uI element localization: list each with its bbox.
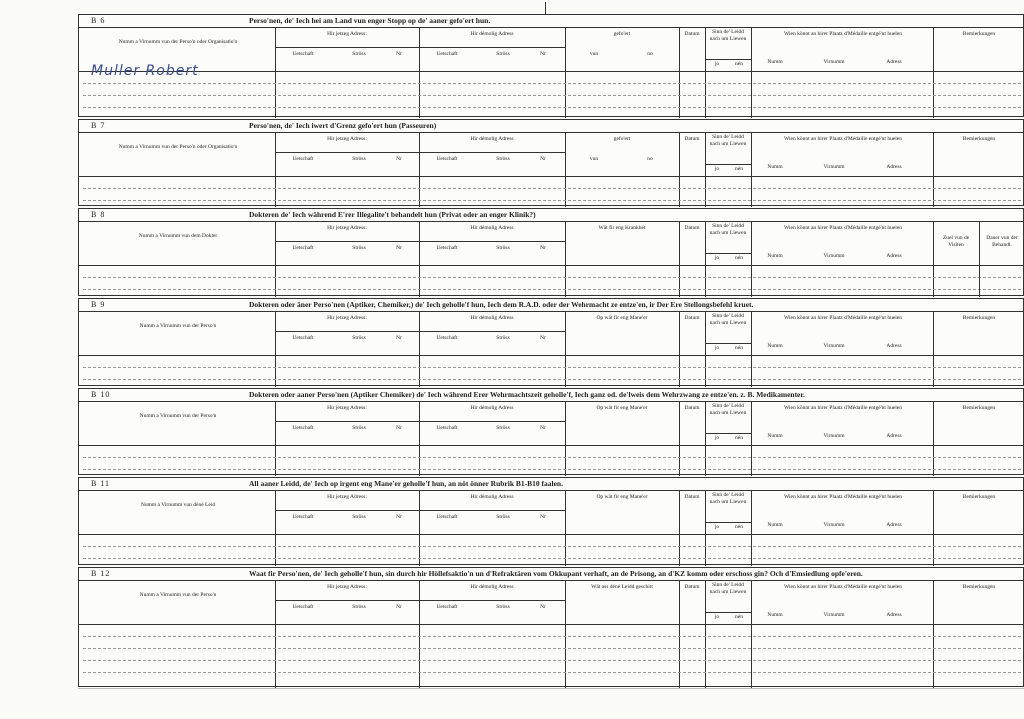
medal-virnumm: Virnumm (823, 433, 845, 439)
nen-label: nén (735, 435, 743, 441)
medal-virnumm: Virnumm (823, 59, 845, 65)
current-stross: Ströss (352, 51, 366, 57)
no-label: no (647, 51, 653, 57)
section-title: Dokteren oder äner Perso'nen (Aptiker, Chemiker,) de' Iech geholle'f hun, Iech dem R.A.D. oder der Wehrmacht ze entze'en, ir Der Ere Stellongsbefehl kruet. (249, 300, 754, 309)
column-divider (565, 132, 566, 207)
medal-header: Wien könnt an hirer Plaatz d'Médaille entgé'nt huelen (784, 584, 902, 590)
section-b8 (78, 208, 1024, 296)
current-address-header: Hir jetzeg Adress: (327, 315, 367, 321)
former-uetschaft: Uetschaft (436, 425, 458, 431)
column-divider (705, 311, 706, 387)
datum-header: Datum (684, 225, 700, 231)
medal-virnumm: Virnumm (823, 164, 845, 170)
third-column-header: Op wät fir eng Mane'er (596, 405, 648, 411)
former-stross: Ströss (496, 604, 510, 610)
former-nr: Nr (540, 245, 546, 251)
current-address-header: Hir jetzeg Adress: (327, 405, 367, 411)
alive-header: Sinn de' Leidd nach um Liewen (709, 134, 747, 147)
column-divider (705, 132, 706, 207)
entry-line (83, 636, 1021, 637)
nen-label: nén (735, 524, 743, 530)
current-uetschaft: Uetschaft (292, 425, 314, 431)
medal-virnumm: Virnumm (823, 343, 845, 349)
former-stross: Ströss (496, 514, 510, 520)
current-uetschaft: Uetschaft (292, 604, 314, 610)
column-divider (419, 490, 420, 566)
section-b7 (78, 119, 1024, 206)
medal-header: Wien könnt an hirer Plaatz d'Médaille entgé'nt huelen (784, 494, 902, 500)
former-stross: Ströss (496, 335, 510, 341)
section-header (79, 478, 1023, 491)
section-code: B 6 (91, 16, 106, 25)
alive-header: Sinn de' Leidd nach um Liewen (709, 582, 747, 595)
column-divider (705, 221, 706, 297)
visits-header: Zuel vun de Visiten (942, 235, 970, 248)
column-divider (419, 27, 420, 118)
current-nr: Nr (396, 156, 402, 162)
nen-label: nén (735, 255, 743, 261)
section-code: B 7 (91, 121, 106, 130)
datum-header: Datum (684, 405, 700, 411)
third-column-header: Wät fir eng Krankhét (598, 225, 646, 231)
column-divider (565, 221, 566, 297)
section-header (79, 120, 1023, 133)
column-divider (751, 401, 752, 476)
row-divider (275, 510, 565, 511)
column-divider (751, 311, 752, 387)
current-stross: Ströss (352, 604, 366, 610)
remarks-header: Bemierkungen (962, 494, 996, 500)
bottom-rule (78, 688, 1024, 689)
section-code: B 9 (91, 300, 106, 309)
current-stross: Ströss (352, 245, 366, 251)
medal-adress: Adress (886, 59, 902, 65)
entry-line (83, 289, 1021, 290)
row-divider (275, 47, 565, 48)
row-divider (705, 253, 751, 254)
column-divider (751, 132, 752, 207)
section-code: B 11 (91, 479, 111, 488)
jo-label: jo (714, 255, 720, 261)
jo-label: jo (714, 345, 720, 351)
column-divider (275, 27, 276, 118)
row-divider (275, 331, 565, 332)
former-uetschaft: Uetschaft (436, 335, 458, 341)
former-stross: Ströss (496, 425, 510, 431)
column-divider (679, 311, 680, 387)
row-divider (705, 343, 751, 344)
column-divider (979, 221, 980, 297)
entry-line (83, 660, 1021, 661)
column-divider (565, 490, 566, 566)
former-nr: Nr (540, 335, 546, 341)
third-column-header: gefo'ert (613, 136, 631, 142)
handwritten-entry: Muller Robert (91, 63, 199, 79)
section-title: Perso'nen, de' Iech iwert d'Grenz gefo'ert hun (Passeuren) (249, 121, 437, 130)
current-nr: Nr (396, 514, 402, 520)
former-address-header: Hir démolig Adress (470, 136, 514, 142)
former-stross: Ströss (496, 51, 510, 57)
column-divider (705, 27, 706, 118)
row-divider (79, 355, 1024, 356)
alive-header: Sinn de' Leidd nach um Liewen (709, 403, 747, 416)
former-uetschaft: Uetschaft (436, 604, 458, 610)
name-column-header: Numm a Virnumm vun der Perso'n (139, 592, 217, 598)
former-uetschaft: Uetschaft (436, 51, 458, 57)
medal-adress: Adress (886, 253, 902, 259)
alive-header: Sinn de' Leidd nach um Liewen (709, 492, 747, 505)
name-column-header: Numm a Virnumm vun der Perso'n (139, 413, 217, 419)
no-label: no (647, 156, 653, 162)
third-column-header: Op wät fir eng Mane'er (596, 494, 648, 500)
column-divider (275, 132, 276, 207)
column-divider (419, 401, 420, 476)
jo-label: jo (714, 166, 720, 172)
datum-header: Datum (684, 494, 700, 500)
medal-numm: Numm (767, 343, 783, 349)
medal-adress: Adress (886, 522, 902, 528)
datum-header: Datum (684, 584, 700, 590)
column-divider (275, 311, 276, 387)
row-divider (705, 164, 751, 165)
column-divider (751, 221, 752, 297)
entry-line (83, 648, 1021, 649)
entry-line (83, 469, 1021, 470)
entry-line (83, 83, 1021, 84)
name-column-header: Numm a Virnumm vun der Perso'n oder Organisatio'n (118, 39, 238, 45)
medal-header: Wien könnt an hirer Plaatz d'Médaille entgé'nt huelen (784, 225, 902, 231)
section-header (79, 389, 1023, 402)
row-divider (705, 522, 751, 523)
row-divider (79, 445, 1024, 446)
row-divider (275, 421, 565, 422)
current-address-header: Hir jetzeg Adress: (327, 584, 367, 590)
column-divider (565, 311, 566, 387)
third-column-header: Wät ass déné Leidd geschitt (591, 584, 653, 590)
entry-line (83, 367, 1021, 368)
row-divider (275, 600, 565, 601)
column-divider (565, 401, 566, 476)
column-divider (679, 27, 680, 118)
alive-header: Sinn de' Leidd nach um Liewen (709, 313, 747, 326)
former-address-header: Hir démolig Adress (470, 31, 514, 37)
medal-header: Wien könnt an hirer Plaatz d'Médaille entgé'nt huelen (784, 31, 902, 37)
column-divider (679, 221, 680, 297)
medal-numm: Numm (767, 59, 783, 65)
medal-adress: Adress (886, 164, 902, 170)
current-stross: Ströss (352, 514, 366, 520)
medal-adress: Adress (886, 612, 902, 618)
medal-numm: Numm (767, 164, 783, 170)
section-b9 (78, 298, 1024, 386)
column-divider (705, 401, 706, 476)
datum-header: Datum (684, 31, 700, 37)
medal-virnumm: Virnumm (823, 253, 845, 259)
current-uetschaft: Uetschaft (292, 514, 314, 520)
medal-numm: Numm (767, 253, 783, 259)
section-title: All aaner Leidd, de' Iech op irgent eng Mane'er geholle'f hun, an nöt önner Rubrik B1-B10 faalen. (249, 479, 563, 488)
current-address-header: Hir jetzeg Adress: (327, 136, 367, 142)
row-divider (275, 241, 565, 242)
former-uetschaft: Uetschaft (436, 245, 458, 251)
medal-header: Wien könnt an hirer Plaatz d'Médaille entgé'nt huelen (784, 136, 902, 142)
section-code: B 12 (91, 569, 111, 578)
entry-line (83, 200, 1021, 201)
current-uetschaft: Uetschaft (292, 245, 314, 251)
column-divider (419, 132, 420, 207)
top-center-mark (545, 2, 546, 14)
remarks-header: Bemierkungen (962, 405, 996, 411)
alive-header: Sinn de' Leidd nach um Liewen (709, 29, 747, 42)
former-nr: Nr (540, 51, 546, 57)
column-divider (705, 490, 706, 566)
former-uetschaft: Uetschaft (436, 514, 458, 520)
name-column-header: Numm a Virnumm vun déné Leid (140, 502, 216, 508)
former-address-header: Hir démolig Adress (470, 405, 514, 411)
medal-adress: Adress (886, 343, 902, 349)
entry-line (83, 379, 1021, 380)
former-address-header: Hir démolig Adress (470, 225, 514, 231)
alive-header: Sinn de' Leidd nach um Liewen (709, 223, 747, 236)
column-divider (933, 221, 934, 297)
section-header (79, 568, 1023, 581)
current-nr: Nr (396, 245, 402, 251)
row-divider (79, 71, 1024, 72)
duration-header: Dauer vun der Behandl. (986, 235, 1018, 248)
entry-line (83, 546, 1021, 547)
medal-numm: Numm (767, 612, 783, 618)
row-divider (79, 624, 1024, 625)
row-divider (79, 176, 1024, 177)
former-address-header: Hir démolig Adress (470, 315, 514, 321)
section-header (79, 299, 1023, 312)
vun-label: vun (589, 156, 599, 162)
jo-label: jo (714, 524, 720, 530)
medal-header: Wien könnt an hirer Plaatz d'Médaille entgé'nt huelen (784, 315, 902, 321)
datum-header: Datum (684, 315, 700, 321)
former-stross: Ströss (496, 245, 510, 251)
entry-line (83, 558, 1021, 559)
medal-virnumm: Virnumm (823, 612, 845, 618)
jo-label: jo (714, 435, 720, 441)
current-address-header: Hir jetzeg Adress: (327, 225, 367, 231)
current-stross: Ströss (352, 335, 366, 341)
medal-numm: Numm (767, 522, 783, 528)
section-header (79, 15, 1023, 28)
nen-label: nén (735, 614, 743, 620)
remarks-header: Bemierkungen (962, 31, 996, 37)
column-divider (419, 221, 420, 297)
name-column-header: Numm a Virnumm vun der Perso'n (139, 323, 217, 329)
section-b10 (78, 388, 1024, 475)
medal-header: Wien könnt an hirer Plaatz d'Médaille entgé'nt huelen (784, 405, 902, 411)
column-divider (679, 490, 680, 566)
current-uetschaft: Uetschaft (292, 156, 314, 162)
current-stross: Ströss (352, 425, 366, 431)
entry-line (83, 188, 1021, 189)
current-uetschaft: Uetschaft (292, 335, 314, 341)
third-column-header: gefo'ert (613, 31, 631, 37)
former-nr: Nr (540, 514, 546, 520)
current-nr: Nr (396, 425, 402, 431)
section-b12 (78, 567, 1024, 687)
section-b6 (78, 14, 1024, 117)
medal-numm: Numm (767, 433, 783, 439)
current-stross: Ströss (352, 156, 366, 162)
entry-line (83, 107, 1021, 108)
name-column-header: Numm a Virnumm vun der Perso'n oder Organisatio'n (118, 144, 238, 150)
current-nr: Nr (396, 604, 402, 610)
former-stross: Ströss (496, 156, 510, 162)
column-divider (565, 27, 566, 118)
section-code: B 8 (91, 210, 106, 219)
entry-line (83, 457, 1021, 458)
jo-label: jo (714, 61, 720, 67)
column-divider (679, 401, 680, 476)
former-address-header: Hir démolig Adress (470, 584, 514, 590)
current-uetschaft: Uetschaft (292, 51, 314, 57)
column-divider (933, 401, 934, 476)
current-nr: Nr (396, 51, 402, 57)
section-title: Dokteren de' Iech während E'rer Illegalite't behandelt hun (Privat oder an enger Klinik?) (249, 210, 536, 219)
remarks-header: Bemierkungen (962, 315, 996, 321)
former-address-header: Hir démolig Adress (470, 494, 514, 500)
former-nr: Nr (540, 604, 546, 610)
row-divider (79, 534, 1024, 535)
name-column-header: Numm a Virnumm vun dem Dokter (138, 233, 218, 239)
column-divider (679, 132, 680, 207)
row-divider (275, 152, 565, 153)
column-divider (275, 490, 276, 566)
section-header (79, 209, 1023, 222)
former-uetschaft: Uetschaft (436, 156, 458, 162)
row-divider (705, 433, 751, 434)
remarks-header: Bemierkungen (962, 584, 996, 590)
entry-line (83, 277, 1021, 278)
medal-adress: Adress (886, 433, 902, 439)
form-page (78, 14, 1024, 694)
column-divider (751, 490, 752, 566)
column-divider (275, 401, 276, 476)
nen-label: nén (735, 166, 743, 172)
datum-header: Datum (684, 136, 700, 142)
row-divider (705, 612, 751, 613)
column-divider (933, 132, 934, 207)
entry-line (83, 95, 1021, 96)
column-divider (275, 221, 276, 297)
section-code: B 10 (91, 390, 111, 399)
section-title: Waat fir Perso'nen, de' Iech geholle'f hun, sin durch hir Höllefsaktio'n un d'Refraktären vom Okkupant verhaft, an de Prisong, an d'KZ komm oder erschoss gin? Och d'Emsiedlung opfe'eren. (249, 569, 863, 578)
current-nr: Nr (396, 335, 402, 341)
medal-virnumm: Virnumm (823, 522, 845, 528)
entry-line (83, 672, 1021, 673)
section-b11 (78, 477, 1024, 565)
column-divider (751, 27, 752, 118)
current-address-header: Hir jetzeg Adress: (327, 494, 367, 500)
row-divider (705, 59, 751, 60)
former-nr: Nr (540, 425, 546, 431)
column-divider (419, 311, 420, 387)
nen-label: nén (735, 61, 743, 67)
remarks-header: Bemierkungen (962, 136, 996, 142)
jo-label: jo (714, 614, 720, 620)
column-divider (933, 27, 934, 118)
current-address-header: Hir jetzeg Adress: (327, 31, 367, 37)
column-divider (933, 311, 934, 387)
column-divider (933, 490, 934, 566)
section-title: Dokteren oder aaner Perso'nen (Aptiker Chemiker) de' Iech während Erer Wehrmachtszeit geholle'f, Iech ganz od. de'lweis dem Wehrzwang ze entze'en. z. B. Medikamenter. (249, 390, 805, 399)
vun-label: vun (589, 51, 599, 57)
former-nr: Nr (540, 156, 546, 162)
third-column-header: Op wät fir eng Mane'er (596, 315, 648, 321)
nen-label: nén (735, 345, 743, 351)
section-title: Perso'nen, de' Iech hei am Land vun enger Stopp op de' aaner gefo'ert hun. (249, 16, 491, 25)
row-divider (79, 265, 1024, 266)
